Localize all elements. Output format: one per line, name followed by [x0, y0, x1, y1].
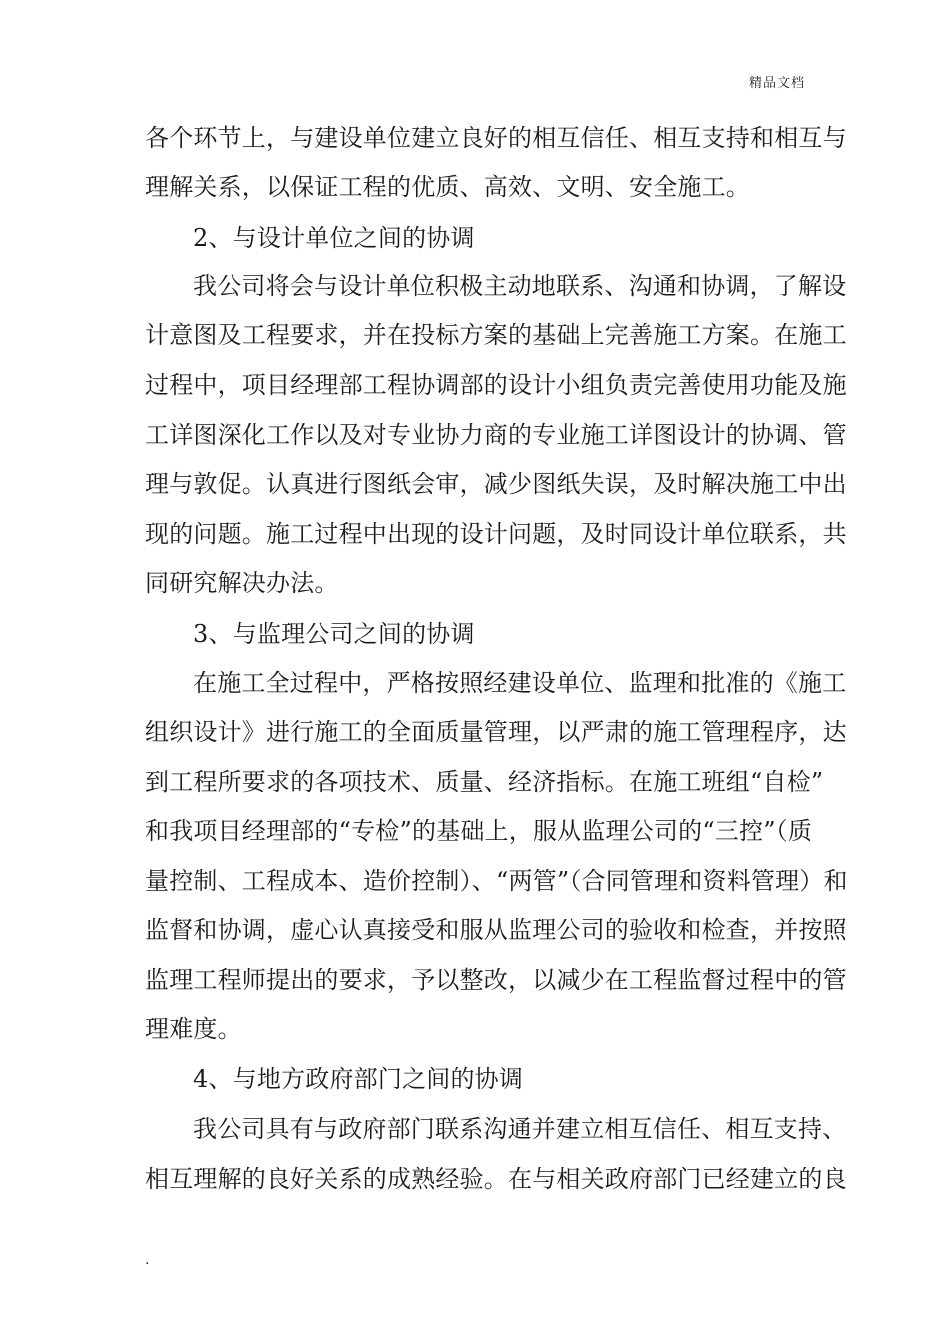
body-line: 理与敦促。认真进行图纸会审，减少图纸失误，及时解决施工中出: [145, 470, 847, 498]
body-line: 同研究解决办法。: [145, 569, 339, 597]
body-line: 各个环节上，与建设单位建立良好的相互信任、相互支持和相互与: [145, 124, 847, 152]
body-line: 过程中，项目经理部工程协调部的设计小组负责完善使用功能及施: [145, 371, 847, 399]
body-line: 组织设计》进行施工的全面质量管理，以严肃的施工管理程序，达: [145, 718, 847, 746]
body-line: 我公司具有与政府部门联系沟通并建立相互信任、相互支持、: [193, 1115, 847, 1143]
body-line: 到工程所要求的各项技术、质量、经济指标。在施工班组“自检”: [145, 768, 824, 796]
body-line: 相互理解的良好关系的成熟经验。在与相关政府部门已经建立的良: [145, 1165, 847, 1193]
section-heading-government: 4、与地方政府部门之间的协调: [193, 1065, 524, 1093]
page-header-label: 精品文档: [748, 76, 805, 91]
body-line: 在施工全过程中，严格按照经建设单位、监理和批准的《施工: [193, 669, 847, 697]
body-line: 量控制、工程成本、造价控制）、“两管”（合同管理和资料管理）和: [145, 867, 848, 895]
body-line: 和我项目经理部的“专检”的基础上，服从监理公司的“三控”（质: [145, 817, 813, 845]
body-line: 计意图及工程要求，并在投标方案的基础上完善施工方案。在施工: [145, 321, 847, 349]
body-line: 现的问题。施工过程中出现的设计问题，及时同设计单位联系，共: [145, 520, 847, 548]
section-heading-supervision: 3、与监理公司之间的协调: [193, 620, 475, 648]
body-line: 监督和协调，虚心认真接受和服从监理公司的验收和检查，并按照: [145, 916, 847, 944]
body-line: 我公司将会与设计单位积极主动地联系、沟通和协调，了解设: [193, 272, 847, 300]
body-line: 监理工程师提出的要求，予以整改，以减少在工程监督过程中的管: [145, 966, 847, 994]
footer-mark: .: [145, 1252, 150, 1268]
body-line: 工详图深化工作以及对专业协力商的专业施工详图设计的协调、管: [145, 421, 847, 449]
body-line: 理解关系，以保证工程的优质、高效、文明、安全施工。: [145, 173, 750, 201]
section-heading-design: 2、与设计单位之间的协调: [193, 224, 475, 252]
body-line: 理难度。: [145, 1015, 242, 1043]
